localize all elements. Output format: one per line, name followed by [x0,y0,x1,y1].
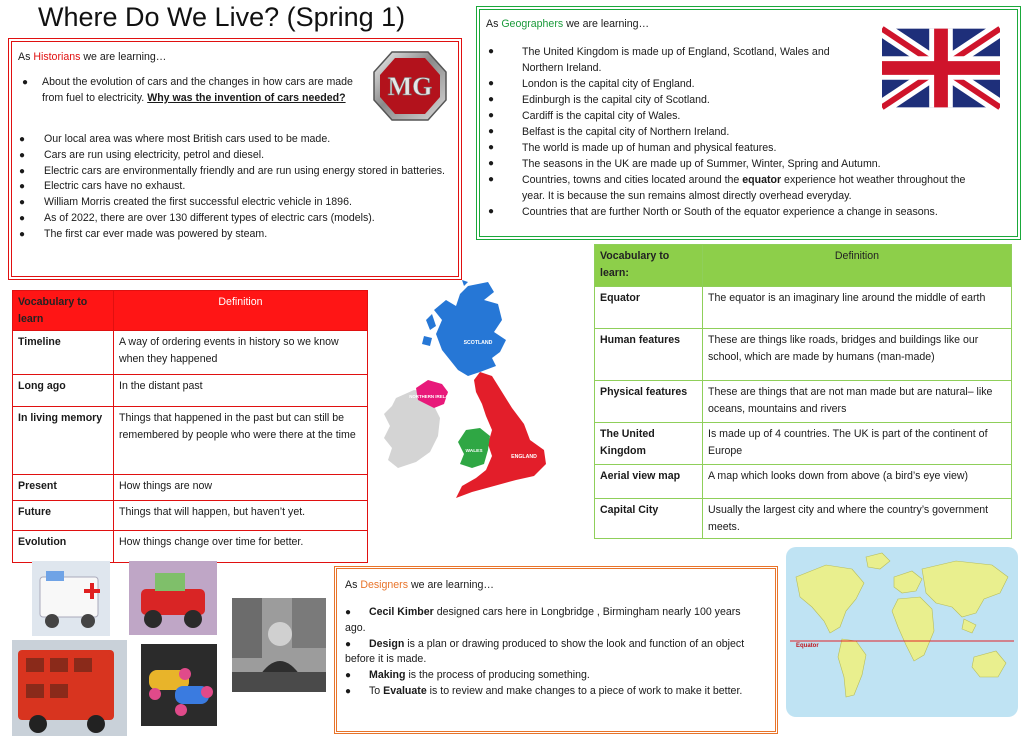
england-label: ENGLAND [511,454,537,460]
list-item: ● Cardiff is the capital city of Wales. [488,110,681,122]
junk-model-ambulance-photo [32,561,110,636]
list-item: ● William Morris created the first successful electric vehicle in 1896. [19,196,352,209]
list-item: ● Design is a plan or drawing produced to show the look and function of an object before it is made. [345,637,745,666]
key-question: Why was the invention of cars needed? [147,91,346,104]
list-item: ● To Evaluate is to review and make changes to a piece of work to make it better. [345,684,743,697]
table-row: Present How things are now [13,475,368,501]
header-definition: Definition [703,245,1012,287]
equator-label: Equator [796,643,819,649]
list-item: ● The seasons in the UK are made up of Summer, Winter, Spring and Autumn. [488,158,881,170]
geographers-intro: As Geographers we are learning… [486,18,650,30]
list-item: ● The United Kingdom is made up of England, Scotland, Wales and Northern Ireland. [488,46,830,74]
geographers-box [476,6,1021,240]
list-item: ● The world is made up of human and physical features. [488,142,777,154]
historians-label: Historians [33,51,81,63]
list-item: ● The first car ever made was powered by steam. [19,227,268,240]
list-item: ● Edinburgh is the capital city of Scotland. [488,94,710,106]
bottle-car-photo [141,644,217,726]
designers-box [334,566,778,734]
wales-shape [458,428,490,468]
wales-label: WALES [465,449,483,454]
northern-ireland-label: NORTHERN IRELAND [409,394,455,399]
list-item: ● As of 2022, there are over 130 different types of electric cars (models). [19,211,375,224]
list-item: ● Cars are run using electricity, petrol and diesel. [19,148,265,161]
world-map [786,547,1018,717]
table-row: The United Kingdom Is made up of 4 countries. The UK is part of the continent of Europe [595,423,1012,465]
cecil-kimber-photo [232,598,326,692]
mg-logo-text: MG [387,72,433,101]
page-title: Where Do We Live? (Spring 1) [38,2,406,32]
table-row: Human features These are things like roads, bridges and buildings like our school, which are made by humans (man-made) [595,329,1012,381]
table-header [13,291,368,331]
table-header [595,245,1012,287]
list-item: ● London is the capital city of England. [488,78,695,90]
table-row: Equator The equator is an imaginary line around the middle of earth [595,287,1012,329]
scotland-label: SCOTLAND [463,340,493,346]
table-row: Long ago In the distant past [13,375,368,407]
history-vocab-table [12,290,368,563]
historians-intro: As Historians we are learning… [18,51,167,63]
historians-facts [18,132,448,243]
scotland-shape [434,282,506,376]
designers-points [345,605,763,700]
historians-box [8,38,462,280]
geographers-label: Geographers [501,18,564,30]
list-item: ● Our local area was where most British cars used to be made. [19,133,331,145]
table-row: Capital City Usually the largest city and where the country’s government meets. [595,499,1012,539]
header-term: Vocabulary to learn [13,291,114,331]
geography-vocab-table [594,244,1012,539]
table-row: Future Things that will happen, but haven’t yet. [13,501,368,531]
list-item: ● Countries that are further North or South of the equator experience a change in seasons. [488,206,938,218]
historians-points [18,75,360,107]
table-row: Timeline A way of ordering events in history so we know when they happened [13,331,368,375]
junk-model-bus-photo [12,640,127,736]
junk-model-car-photo [129,561,217,635]
designers-label: Designers [360,579,409,591]
designers-intro: As Designers we are learning… [345,579,494,591]
geographers-points [486,44,1006,220]
list-item: ● Countries, towns and cities located around the equator experience hot weather throughout the year. It is because the sun remains almost directly overhead everyday. [488,174,966,202]
header-term: Vocabulary to learn: [595,245,703,287]
list-item: ● Making is the process of producing something. [345,669,590,682]
list-item: ● Cecil Kimber designed cars here in Longbridge , Birmingham nearly 100 years ago. [345,606,741,634]
table-row: Evolution How things change over time for better. [13,531,368,563]
list-item: ● Electric cars are environmentally friendly and are run using energy stored in batteries. [19,164,445,177]
table-row: Physical features These are things that are not man made but are natural– like oceans, mountains and rivers [595,381,1012,423]
table-row: In living memory Things that happened in the past but can still be remembered by people who were there at the time [13,407,368,475]
list-item: ● About the evolution of cars and the changes in how cars are made from fuel to electricity. Why was the invention of cars needed? [22,76,353,104]
mg-logo-icon [372,48,448,124]
table-row: Aerial view map A map which looks down from above (a bird’s eye view) [595,465,1012,499]
uk-map [376,280,576,502]
list-item: ● Belfast is the capital city of Northern Ireland. [488,126,730,138]
header-definition: Definition [114,291,368,331]
list-item: ● Electric cars have no exhaust. [19,180,186,193]
